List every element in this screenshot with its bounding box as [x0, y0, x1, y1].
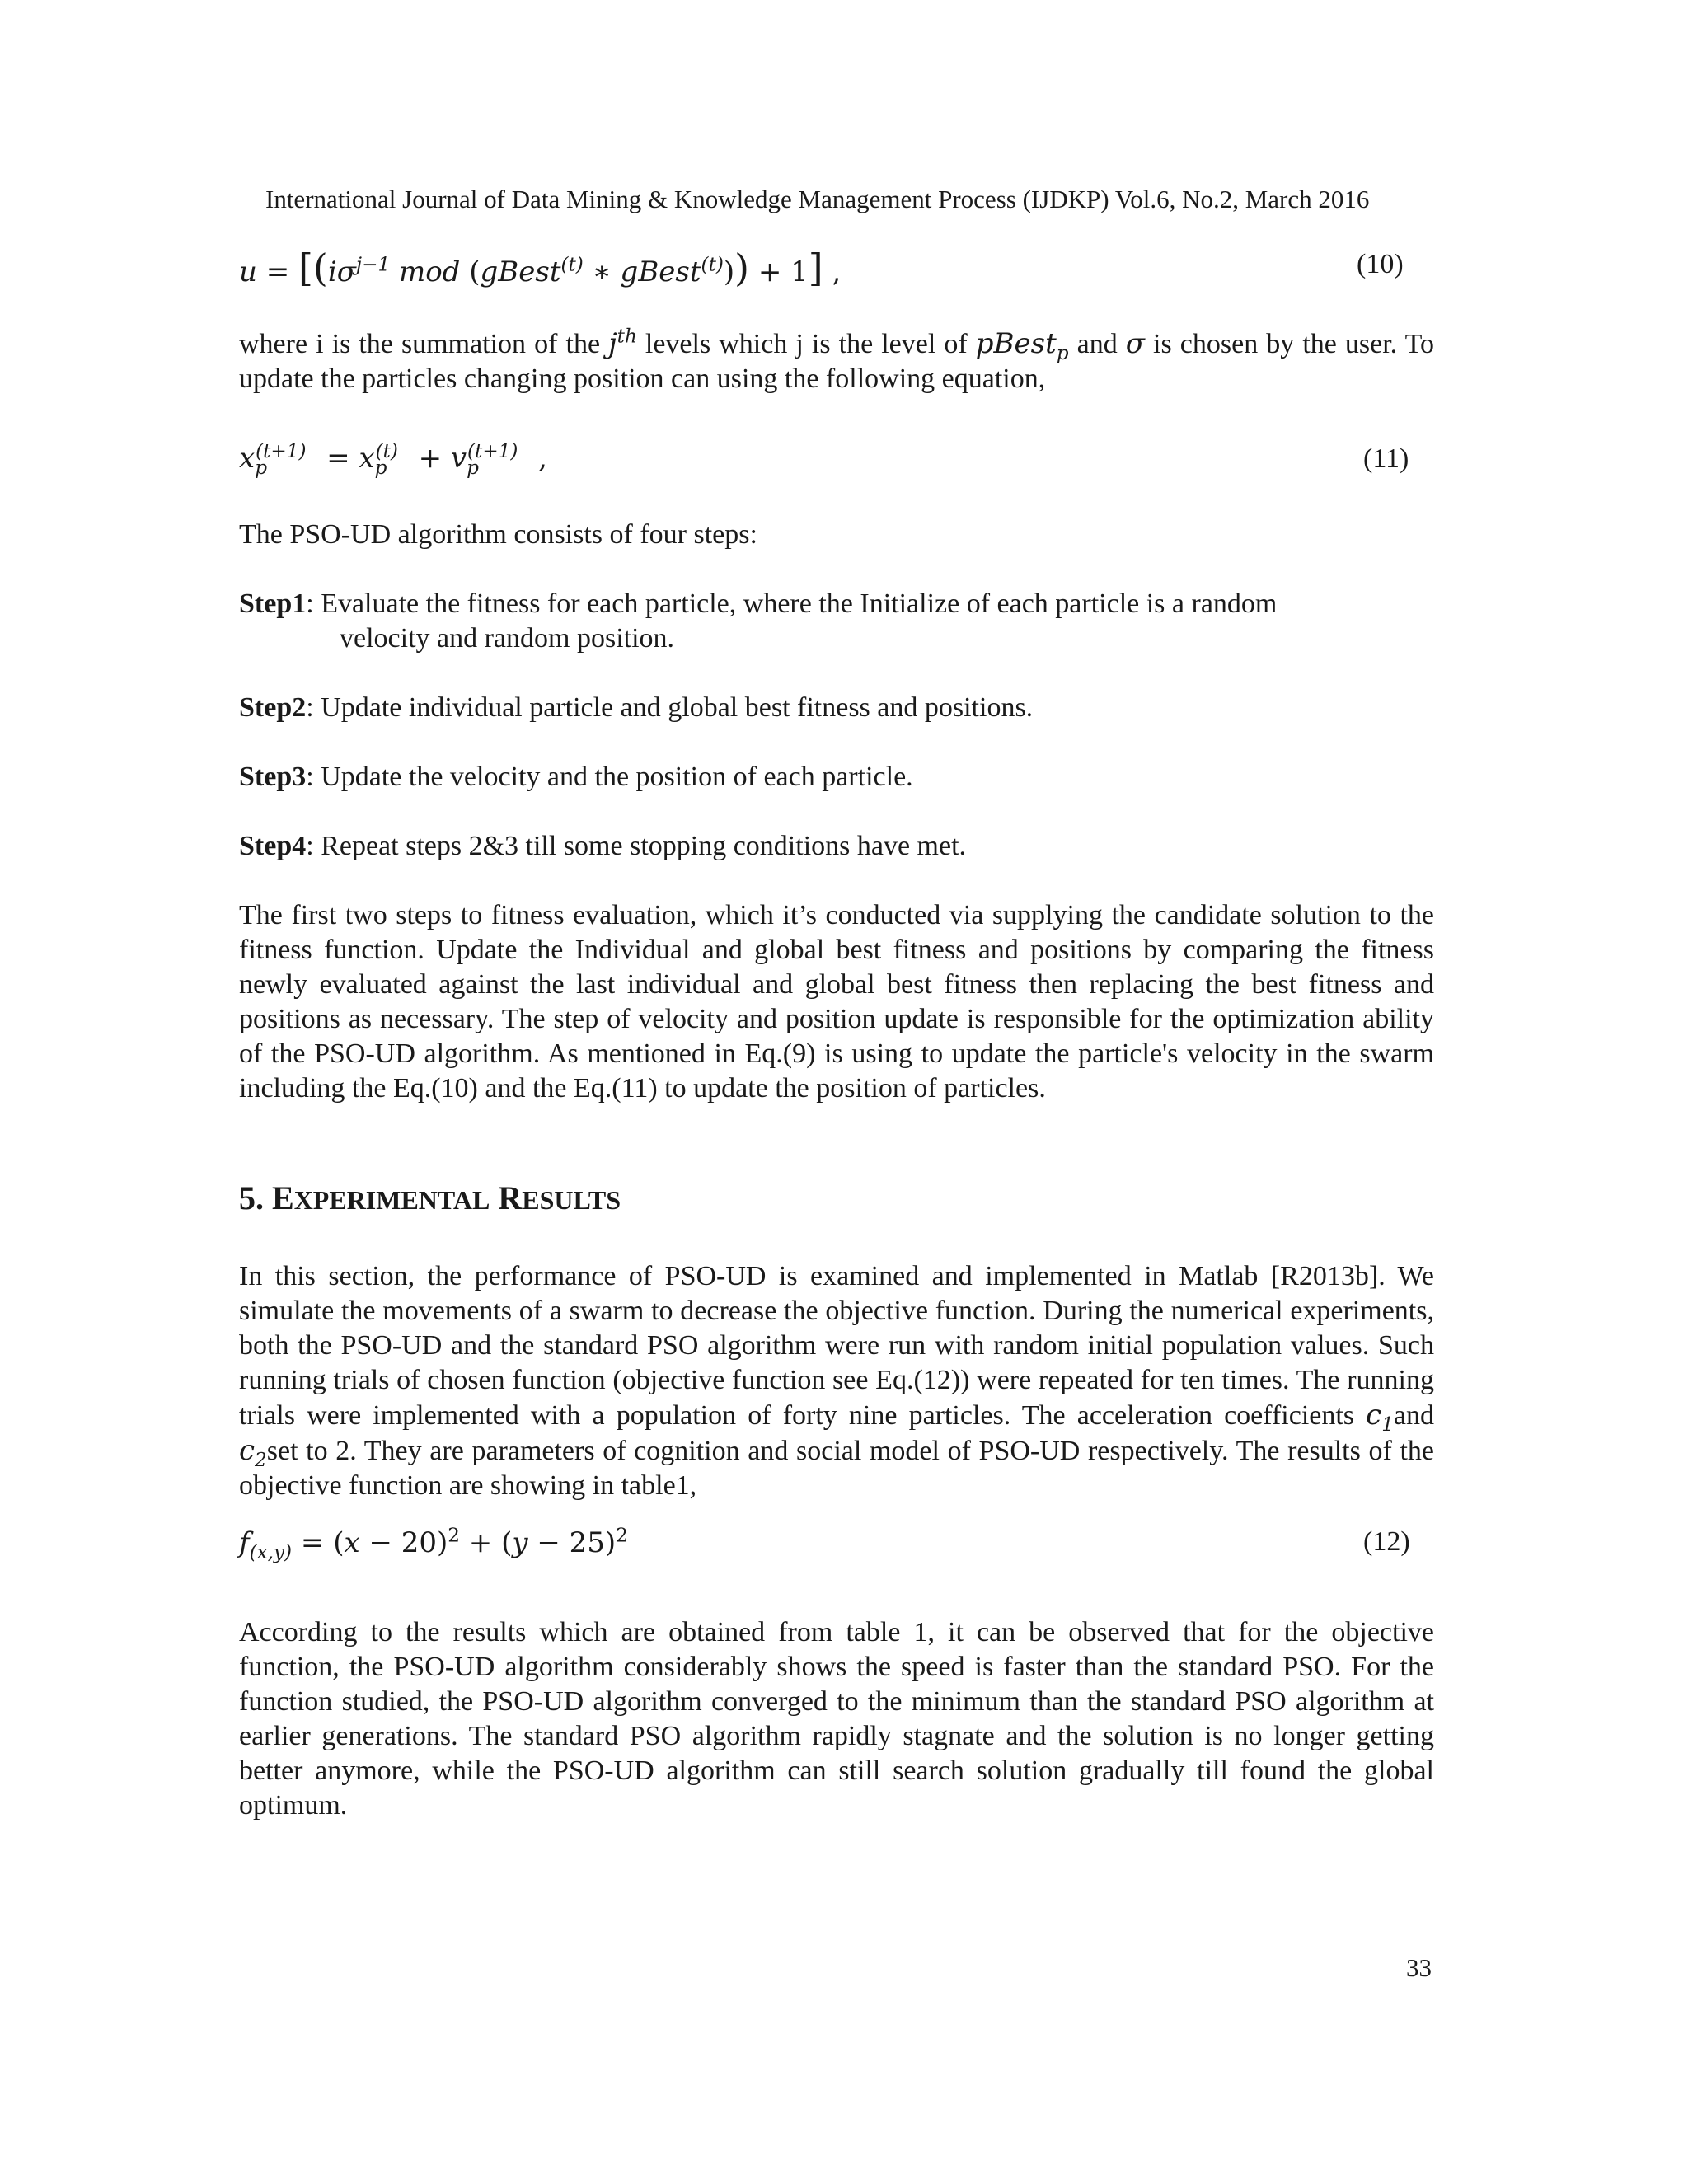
- paragraph-fitness-evaluation: The first two steps to fitness evaluation, which it’s conducted via supplying the candidate solution to the fitness function. Update the Individual and global best fitness and positions by comparing the fitness newly evaluated against the last individual and global best fitness then replacing the best fitness and positions as necessary. The step of velocity and position update is responsible for the optimization ability of the PSO-UD algorithm. As mentioned in Eq.(9) is using to update the particle's velocity in the swarm including the Eq.(10) and the Eq.(11) to update the position of particles.: [239, 900, 1434, 1104]
- journal-header: International Journal of Data Mining & Knowledge Management Process (IJDKP) Vol.6, No.2, March 2016: [265, 185, 1370, 213]
- section-title-initial-e: E: [272, 1179, 294, 1216]
- step-1-text: Evaluate the fitness for each particle, where the Initialize of each particle is a random: [321, 588, 1278, 619]
- step-1-text-b: velocity and random position.: [340, 623, 675, 654]
- math-pbest: pBest$_p$: [975, 327, 1069, 364]
- equation-12-number: (12): [1363, 1526, 1410, 1557]
- math-c1: $c_1$: [1366, 1399, 1394, 1436]
- paragraph-levels: [239, 326, 1434, 396]
- p4-part-a: In this section, the performance of PSO-UD is examined and implemented in Matlab [R2013b]. We simulate the movements of a swarm to decrease the objective function. During the numerical experiments, both the PSO-UD and the standard PSO algorithm were run with random initial population values. Such running trials of chosen function (objective function see Eq.(12)) were repeated for ten times. The running trials were implemented with a population of forty nine particles. The acceleration coefficients: [239, 1261, 1434, 1431]
- step-1-continuation: [239, 621, 1535, 656]
- p1-part-d: is chosen by the user. To update the particles changing position can using the following equation,: [239, 329, 1435, 394]
- step-3-text: Update the velocity and the position of each particle.: [321, 762, 913, 792]
- equation-10-number: (10): [1357, 249, 1404, 279]
- step-2-label: Step2: [239, 692, 307, 723]
- math-sigma: σ: [1125, 327, 1145, 360]
- step-2: Step2: Update individual particle and global best fitness and positions.: [239, 692, 1034, 723]
- step-3: Step3: Update the velocity and the position of each particle.: [239, 762, 913, 792]
- section-title-word2-rest: ESULTS: [522, 1185, 621, 1215]
- p1-part-b: levels which j is the level of: [645, 329, 968, 359]
- step-1-label: Step1: [239, 588, 307, 619]
- equation-12: $f_{(x,y)} = (x - 20)^2 + (y - 25)^2$: [239, 1525, 628, 1563]
- section-title-initial-r: R: [498, 1179, 523, 1216]
- step-3-label: Step3: [239, 762, 307, 792]
- paragraph-results-discussion: According to the results which are obtained from table 1, it can be observed that for the objective function, the PSO-UD algorithm considerably shows the speed is faster than the standard PSO. For the function studied, the PSO-UD algorithm converged to the minimum than the standard PSO algorithm at earlier generations. The standard PSO algorithm rapidly stagnate and the solution is no longer getting better anymore, while the PSO-UD algorithm can still search solution gradually till found the global optimum.: [239, 1617, 1434, 1821]
- equation-10: $u = [(i\sigma^{j-1}$ mod (gBest$^{(t)}$ ∗ gBest$^{(t)}$)) + 1] ,: [239, 246, 842, 290]
- p4-part-c: set to 2. They are parameters of cognition and social model of PSO-UD respectively. The results of the objective function are showing in table1,: [239, 1436, 1434, 1501]
- step-4-label: Step4: [239, 831, 307, 861]
- math-jth: $j^{th}$: [608, 326, 637, 360]
- section-title-word1-rest: XPERIMENTAL: [293, 1185, 490, 1215]
- page-number: 33: [1406, 1953, 1432, 1982]
- p1-part-a: where i is the summation of the: [239, 329, 601, 359]
- step-1: Step1: Evaluate the fitness for each particle, where the Initialize of each particle is a random: [239, 588, 1278, 619]
- section-number: 5.: [239, 1179, 264, 1216]
- section-heading: [239, 1179, 621, 1217]
- step-2-text: Update individual particle and global best fitness and positions.: [321, 692, 1034, 723]
- step-4: Step4: Repeat steps 2&3 till some stopping conditions have met.: [239, 831, 967, 861]
- p1-part-c: and: [1076, 329, 1118, 359]
- math-c2: $c_2$: [239, 1434, 267, 1471]
- p4-part-b: and: [1393, 1400, 1434, 1431]
- paragraph-experiment-setup: [239, 1259, 1434, 1503]
- paragraph-four-steps: The PSO-UD algorithm consists of four steps:: [239, 519, 757, 550]
- step-4-text: Repeat steps 2&3 till some stopping conditions have met.: [321, 831, 967, 861]
- equation-11-number: (11): [1363, 443, 1409, 474]
- equation-11: $x_p^{(t+1)} = x_p^{(t)} + v_p^{(t+1)}$ ,: [239, 440, 547, 479]
